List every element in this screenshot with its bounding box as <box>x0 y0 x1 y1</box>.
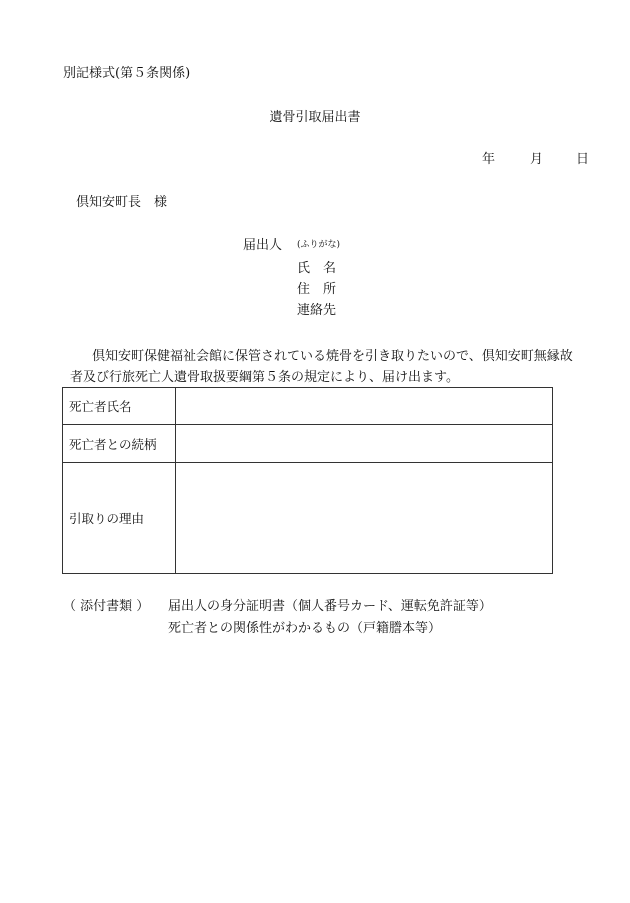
attachment-item-2: 死亡者との関係性がわかるもの（戸籍謄本等） <box>168 621 442 636</box>
attachment-item-1: 届出人の身分証明書（個人番号カード、運転免許証等） <box>168 599 492 614</box>
table-row-reason <box>63 463 553 574</box>
table-row-relationship <box>63 425 553 463</box>
info-table <box>62 387 553 574</box>
document-title: 遺骨引取届出書 <box>269 110 361 125</box>
attachments-label: （ 添付書類 ） <box>63 599 150 614</box>
relationship-label: 死亡者との続柄 <box>63 425 176 463</box>
deceased-name-field[interactable] <box>176 388 553 425</box>
relationship-field[interactable] <box>176 425 553 463</box>
reason-label: 引取りの理由 <box>63 463 176 574</box>
form-reference: 別記様式(第５条関係) <box>63 66 191 81</box>
body-line-1: 倶知安町保健福祉会館に保管されている焼骨を引き取りたいので、倶知安町無縁故 <box>92 349 573 364</box>
body-paragraph <box>70 346 610 388</box>
applicant-contact-label: 連絡先 <box>297 303 337 318</box>
body-line-2: 者及び行旅死亡人遺骨取扱要綱第５条の規定により、届け出ます。 <box>70 370 459 385</box>
applicant-label: 届出人 <box>243 238 283 253</box>
applicant-address-label: 住 所 <box>297 282 337 297</box>
date-day-label: 日 <box>576 152 590 167</box>
date-year-label: 年 <box>482 152 496 167</box>
applicant-name-label: 氏 名 <box>297 261 337 276</box>
addressee: 倶知安町長 様 <box>76 195 168 210</box>
reason-field[interactable] <box>176 463 553 574</box>
furigana-label: (ふりがな) <box>297 240 341 250</box>
table-row-deceased-name <box>63 388 553 425</box>
deceased-name-label: 死亡者氏名 <box>63 388 176 425</box>
date-month-label: 月 <box>530 152 544 167</box>
